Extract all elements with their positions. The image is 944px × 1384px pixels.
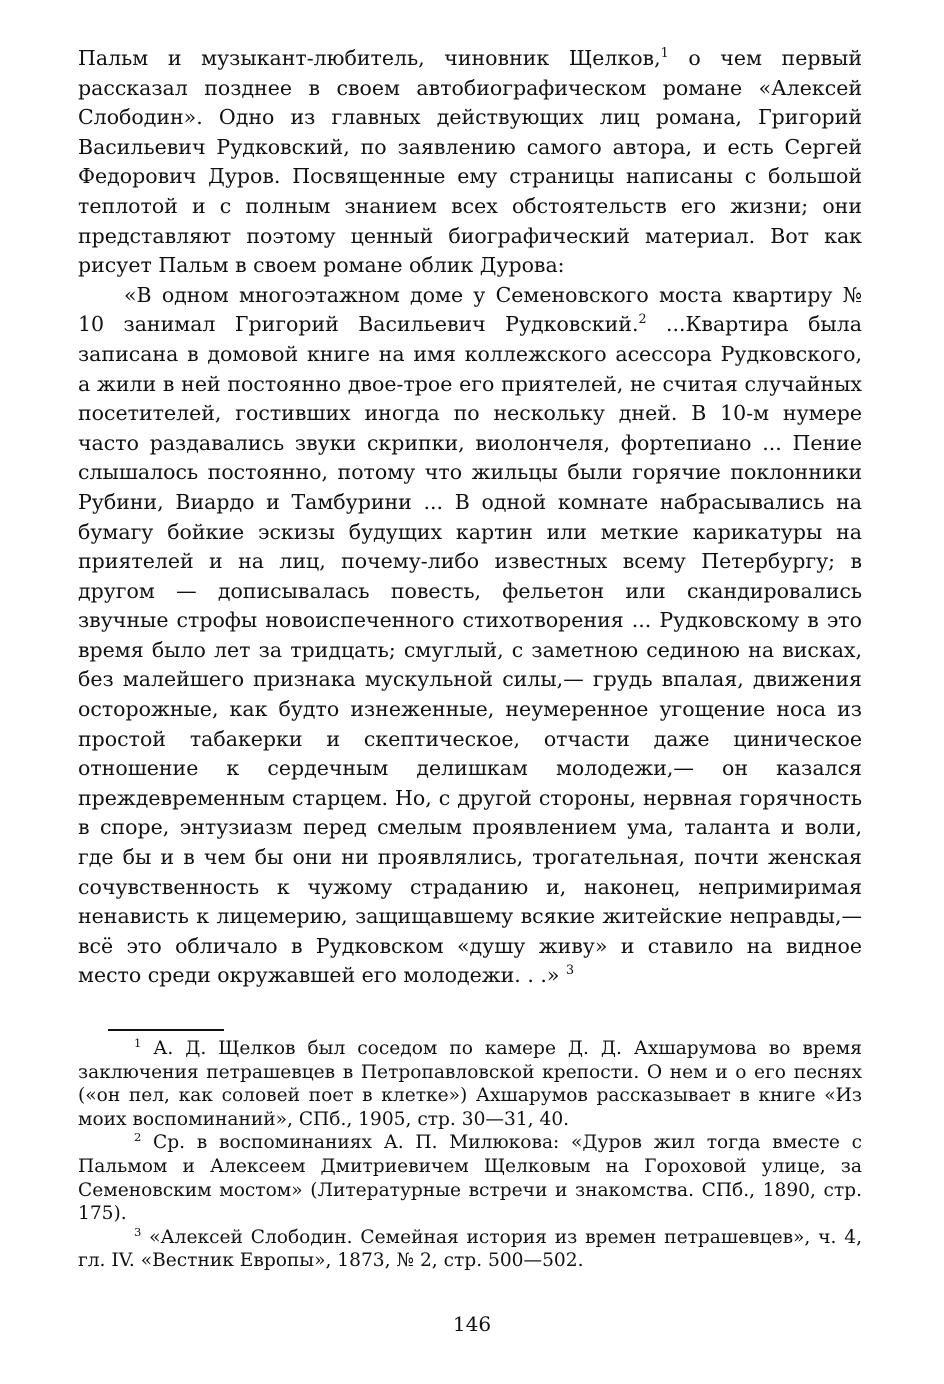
footnote-marker: 1 <box>134 1035 142 1050</box>
footnote-marker: 2 <box>134 1130 142 1145</box>
quotation-text: ...Квартира была записана в домовой книге на имя коллежского асессора Рудковского, а жили в ней постоянно двое-трое его приятелей, не считая случайных посетителей, гостивших иногда по нескольку дней. В 10-м нумере часто раздавались звуки скрипки, виолончеля, фортепиано ... Пение слышалось постоянно, потому что жильцы были горячие поклонники Рубини, Виардо и Тамбурини ... В одной комнате набрасывались на бумагу бойкие эскизы будущих картин или меткие карикатуры на приятелей и на лиц, почему-либо известных всему Петербургу; в другом — дописывалась повесть, фельетон или скандировались звучные строфы новоиспеченного стихотворения ... Рудковскому в это время было лет за тридцать; смуглый, с заметною сединою на висках, без малейшего признака мускульной силы,— грудь впалая, движения осторожные, как будто изнеженные, неумеренное угощение носа из простой табакерки и скептическое, отчасти даже циническое отношение к сердечным делишкам молодежи,— он казался преждевременным старцем. Но, с другой стороны, нервная горячность в споре, энтузиазм перед смелым проявлением ума, таланта и воли, где бы и в чем бы они ни проявлялись, трогательная, почти женская сочувственность к чужому страданию и, наконец, непримиримая ненависть к лицемерию, защищавшему всякие житейские неправды,— всё это обличало в Рудковском «душу живу» и ставило на видное место среди окружавшей его молодежи. . .» <box>78 312 862 988</box>
footnote-reference-1[interactable]: 1 <box>660 45 669 61</box>
body-paragraph-1 <box>78 44 862 281</box>
quotation-text: «В одном многоэтажном доме у Семеновского моста квартиру № 10 занимал Григорий Васильевич Рудковский. <box>78 282 862 337</box>
body-paragraph-2-quotation <box>78 281 862 991</box>
footnote-3 <box>78 1226 862 1273</box>
page-number: 146 <box>452 1312 492 1336</box>
footnote-marker: 3 <box>134 1224 142 1239</box>
footnote-text: Ср. в воспоминаниях А. П. Милюкова: «Дуров жил тогда вместе с Пальмом и Алексеем Дмитриевичем Щелковым на Гороховой улице, за Семеновским мостом» (Литературные встречи и знакомства. СПб., 1890, стр. 175). <box>78 1132 862 1225</box>
footnote-reference-3[interactable]: 3 <box>565 962 575 978</box>
footnote-separator <box>108 1029 224 1031</box>
footnotes-section <box>78 1037 862 1273</box>
paragraph-text: о чем первый рассказал позднее в своем автобиографическом романе «Алексей Слободин». Одно из главных действующих лиц романа, Григорий Васильевич Рудковский, по заявлению самого автора, и есть Сергей Федорович Дуров. Посвященные ему страницы написаны с большой теплотой и с полным знанием всех обстоятельств его жизни; они представляют поэтому ценный биографический материал. Вот как рисует Пальм в своем романе облик Дурова: <box>78 46 862 278</box>
footnote-2 <box>78 1131 862 1225</box>
paragraph-text: Пальм и музыкант-любитель, чиновник Щелков, <box>78 46 661 70</box>
footnote-text: «Алексей Слободин. Семейная история из времен петрашевцев», ч. 4, гл. IV. «Вестник Европы», 1873, № 2, стр. 500—502. <box>78 1226 862 1272</box>
footnote-1 <box>78 1037 862 1131</box>
footnote-text: А. Д. Щелков был соседом по камере Д. Д. Ахшарумова во время заключения петрашевцев в Петропавловской крепости. О нем и о его песнях («он пел, как соловей поет в клетке») Ахшарумов рассказывает в книге «Из моих воспоминаний», СПб., 1905, стр. 30—31, 40. <box>78 1038 862 1130</box>
footnote-reference-2[interactable]: 2 <box>638 311 647 327</box>
book-page <box>78 44 862 1273</box>
